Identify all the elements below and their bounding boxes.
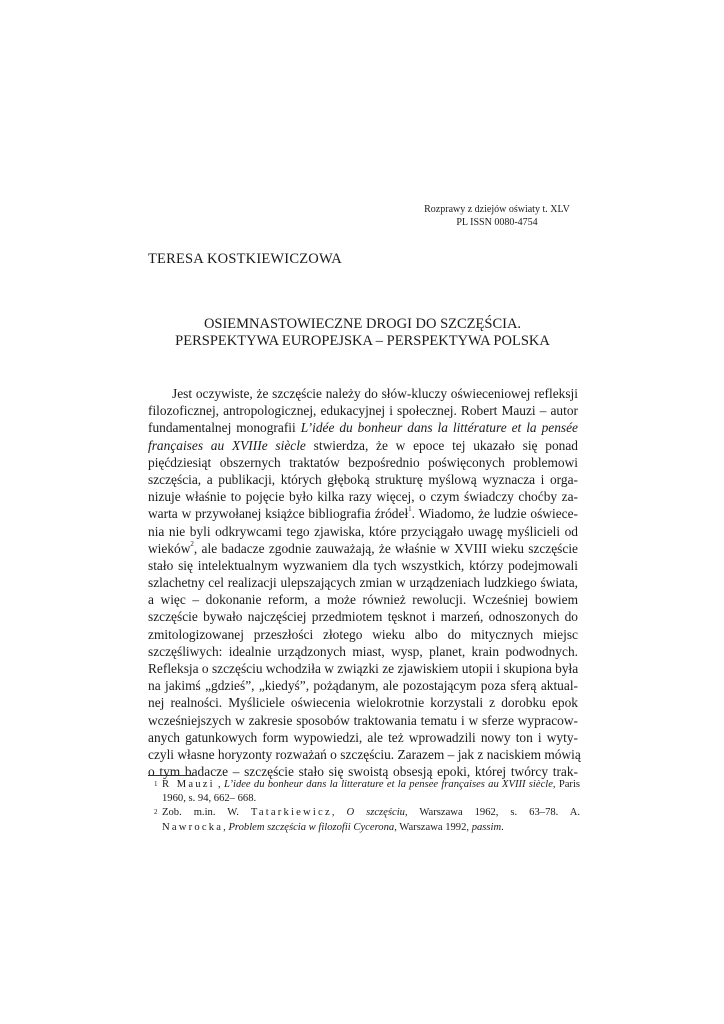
body-line: nia nie byli odkrywcami tego zjawiska, które przyciągało uwagę myślicieli od [148,523,578,539]
body-line: Refleksja o szczęściu wchodziła w związki ze zjawiskiem utopii i skupiona była [148,661,579,676]
body-text-run: wieków [148,540,191,556]
footnote-line: 1960, s. 94, 662– 668. [162,793,257,805]
footnote-author: Tatarkiewicz [250,807,332,819]
body-line: szczęście bywało najczęściej przedmiotem tęsknot i marzeń, odnoszonych do [148,609,578,625]
body-line: stało się intelektualnym wyzwaniem dla tych wszystkich, którzy podejmowali [148,557,578,573]
body-text-run: warta w przywołanej książce bibliografia źródeł [148,506,409,522]
body-line: szczęśliwych: idealnie urządzonych miast, wysp, planet, krain podwodnych. [148,643,578,659]
body-line: na jakimś „gdzieś”, „kiedyś”, pożądanym, ale pozostającym poza sferą aktual- [148,678,578,694]
body-text-run: , ale badacze zgodnie zauważają, że właśnie w XVIII wieku szczęście [193,540,578,556]
journal-header [400,203,594,229]
body-line [148,419,578,436]
body-line: nej realności. Myśliciele oświecenia wielokrotnie korzystali z dorobku epok [148,695,578,711]
body-line: szlachetny cel realizacji ulepszających zmian w urządzeniach ludzkiego świata, [148,575,578,591]
article-title [148,316,577,350]
footnote-text: , [214,779,224,790]
footnote-line [162,778,580,792]
book-title: L’idée du bonheur dans la littérature et la pensée [300,420,579,436]
body-text-run: stwierdza, że w epoce tej ukazało się ponad [305,437,578,453]
footnote-text: , Paris [552,779,581,790]
footnote-text: . [501,821,504,833]
body-line: nizuje właśnie to pojęcie było kilka razy więcej, o czym świadczy choćby za- [148,489,578,505]
footnote-divider [148,775,194,776]
title-line-1: OSIEMNASTOWIECZNE DROGI DO SZCZĘŚCIA. [203,316,522,332]
footnote-text: Zob. m.in. W. [162,807,251,819]
footnote-text: , [223,821,229,833]
footnote-ref-1[interactable]: 1 [408,505,412,514]
footnote-text: , Warszawa 1962, s. 63–78. A. [404,807,580,819]
footnote-passim: passim [471,821,502,833]
title-line-2: PERSPEKTYWA EUROPEJSKA – PERSPEKTYWA POLSKA [175,333,550,349]
footnote-number: 1 [154,780,158,788]
footnote-book-title: L’idee du bonheur dans la litterature et la pensee françaises au XVIII siècle [223,779,553,790]
body-line: szczęścia, a publikacji, których głęboką strukturę myślową wyznacza i orga- [148,471,578,487]
footnote-text: , Warszawa 1992, [394,821,472,833]
body-line [148,505,578,522]
body-line: o tym badacze – szczęście stało się swoistą obsesją epoki, której twórcy trak- [148,764,578,780]
footnote-ref-2[interactable]: 2 [190,539,194,548]
body-line: zmitologizowanej przeszłości złotego wieku albo do mitycznych miejsc [148,626,578,642]
footnote-2 [148,806,580,834]
footnote-line [162,806,580,820]
footnote-1 [148,778,580,806]
footnote-book-title: O szczęściu [346,807,405,819]
book-title: françaises au XVIIIe siècle [148,437,306,453]
journal-title: Rozprawy z dziejów oświaty t. XLV [424,204,570,215]
body-line: pięćdziesiąt obszernych traktatów bezpośrednio poświęconych problemowi [148,454,578,470]
body-line [148,540,578,557]
body-text-run: fundamentalnej monografii [148,420,301,436]
body-line: czyli własne horyzonty rozważań o szczęściu. Zarazem – jak z naciskiem mówią [148,746,581,762]
footnote-number: 2 [154,808,158,817]
body-line: wcześniejszych w zakresie sposobów traktowania tematu i w sferze wypracow- [148,712,578,728]
footnote-text: , [331,807,347,819]
body-line: a więc – dokonanie reform, a może również rewolucji. Wcześniej bowiem [148,592,578,608]
footnote-book-title: Problem szczęścia w filozofii Cycerona [228,821,395,833]
body-line: filozoficznej, antropologicznej, edukacyjnej i społecznej. Robert Mauzi – autor [148,403,578,419]
footnote-author: Nawrocka [162,821,224,833]
body-paragraph [148,385,581,780]
body-text-run: . Wiadomo, że ludzie oświece- [411,506,578,522]
footnotes [148,778,580,835]
author-name: TERESA KOSTKIEWICZOWA [148,251,342,267]
footnote-line [162,821,580,835]
footnote-author: R Mauzi [162,779,215,790]
body-line: anych gatunkowych form wypowiedzi, ale też wprowadzili nowy ton i wyty- [148,729,578,745]
body-line: Jest oczywiste, że szczęście należy do słów-kluczy oświeceniowej refleksji [172,386,578,401]
body-line [148,437,578,454]
journal-issn: PL ISSN 0080-4754 [456,217,538,228]
